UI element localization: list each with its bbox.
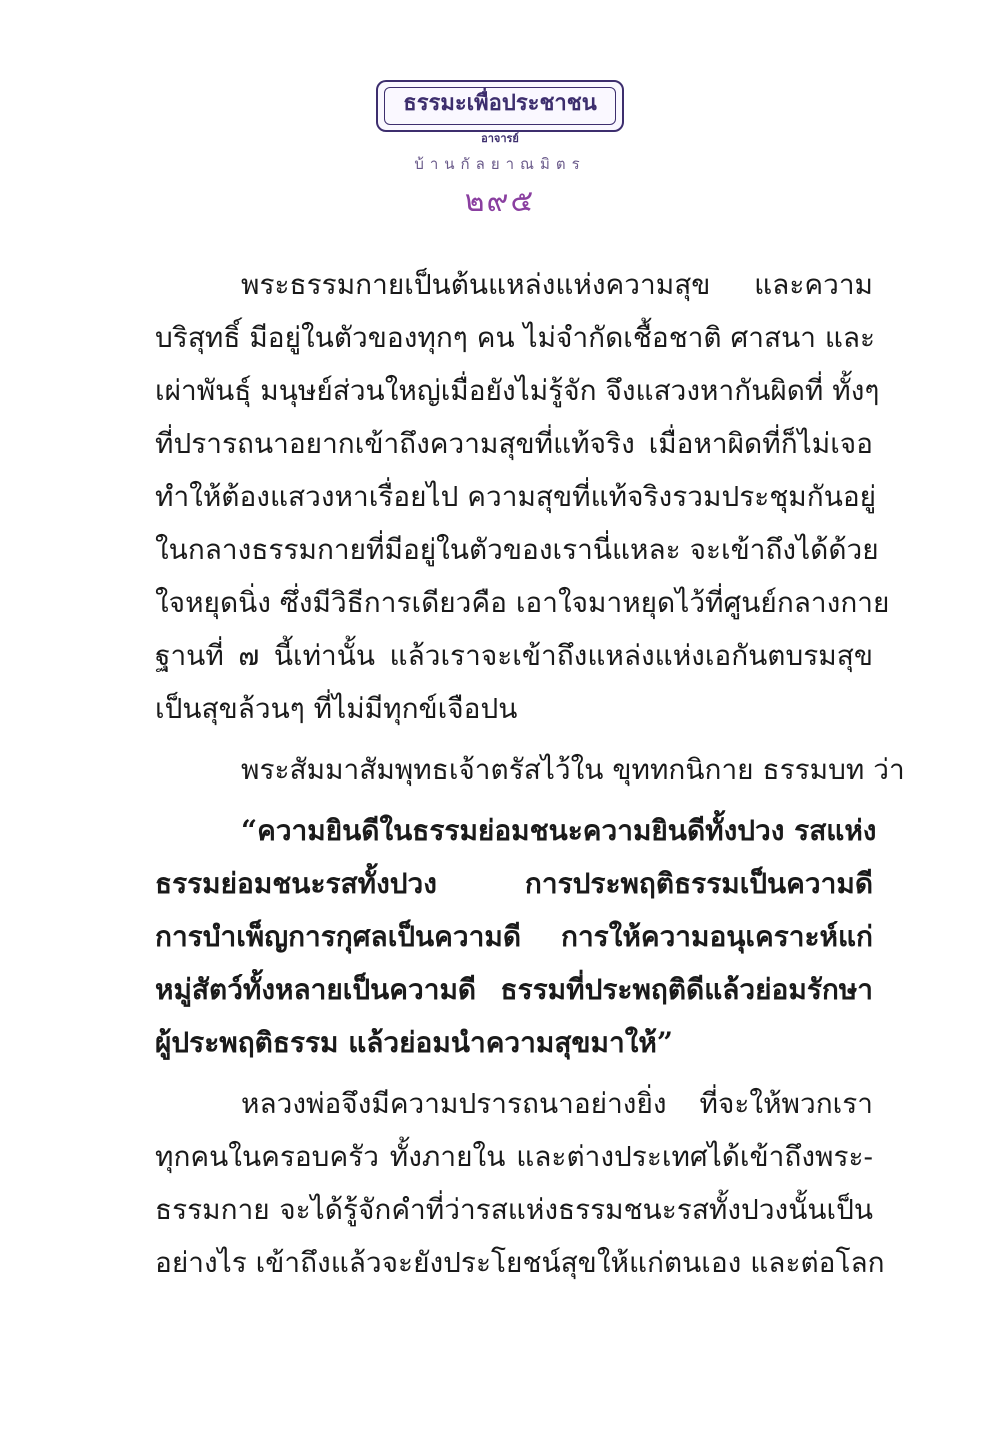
paragraph-line: ที่ปรารถนาอยากเข้าถึงความสุขที่แท้จริง เมื่อหาผิดที่ก็ไม่เจอ xyxy=(155,427,873,460)
paragraph-line: ใจหยุดนิ่ง ซึ่งมีวิธีการเดียวคือ เอาใจมาหยุดไว้ที่ศูนย์กลางกาย xyxy=(155,586,890,619)
paragraph-line: ธรรมกาย จะได้รู้จักคำที่ว่ารสแห่งธรรมชนะรสทั้งปวงนั้นเป็น xyxy=(155,1193,873,1226)
paragraph-line: ทำให้ต้องแสวงหาเรื่อยไป ความสุขที่แท้จริงรวมประชุมกันอยู่ xyxy=(155,480,877,513)
quote-line: การบำเพ็ญการกุศลเป็นความดี การให้ความอนุเคราะห์แก่ xyxy=(155,920,873,953)
quote-line: ผู้ประพฤติธรรม แล้วย่อมนำความสุขมาให้” xyxy=(155,1026,673,1059)
paragraph-line: ทุกคนในครอบครัว ทั้งภายใน และต่างประเทศได้เข้าถึงพระ- xyxy=(155,1140,873,1173)
paragraph-line: ฐานที่ ๗ นี้เท่านั้น แล้วเราจะเข้าถึงแหล่งแห่งเอกันตบรมสุข xyxy=(155,639,873,672)
page-body xyxy=(155,258,905,1289)
paragraph-line: บริสุทธิ์ มีอยู่ในตัวของทุกๆ คน ไม่จำกัดเชื้อชาติ ศาสนา และ xyxy=(155,321,876,354)
paragraph-gap xyxy=(155,735,873,743)
paragraph-line: พระสัมมาสัมพุทธเจ้าตรัสไว้ใน ขุททกนิกาย ธรรมบท ว่า xyxy=(241,753,905,786)
paragraph-line: เผ่าพันธุ์ มนุษย์ส่วนใหญ่เมื่อยังไม่รู้จัก จึงแสวงหากันผิดที่ ทั้งๆ xyxy=(155,374,880,407)
logo-subtitle: อาจารย์ xyxy=(481,132,519,145)
paragraph-4 xyxy=(155,1077,885,1289)
paragraph-gap xyxy=(155,796,873,804)
page-header xyxy=(0,80,1000,220)
paragraph-line: เป็นสุขล้วนๆ ที่ไม่มีทุกข์เจือปน xyxy=(155,692,518,725)
buddha-quote xyxy=(155,804,877,1069)
paragraph-line: พระธรรมกายเป็นต้นแหล่งแห่งความสุข และความ xyxy=(241,268,873,301)
paragraph-2 xyxy=(155,743,905,796)
paragraph-line: อย่างไร เข้าถึงแล้วจะยังประโยชน์สุขให้แก่ตนเอง และต่อโลก xyxy=(155,1246,885,1279)
dhamma-logo xyxy=(376,80,624,148)
paragraph-gap xyxy=(155,1069,873,1077)
quote-line: หมู่สัตว์ทั้งหลายเป็นความดี ธรรมที่ประพฤติดีแล้วย่อมรักษา xyxy=(155,973,873,1006)
page-number: ๒๙๕ xyxy=(464,184,536,219)
paragraph-line: หลวงพ่อจึงมีความปรารถนาอย่างยิ่ง ที่จะให้พวกเรา xyxy=(241,1087,873,1120)
site-name: บ้านกัลยาณมิตร xyxy=(414,155,586,173)
quote-line: ธรรมย่อมชนะรสทั้งปวง การประพฤติธรรมเป็นความดี xyxy=(155,867,873,900)
paragraph-1 xyxy=(155,258,890,735)
paragraph-line: ในกลางธรรมกายที่มีอยู่ในตัวของเรานี่แหละ จะเข้าถึงได้ด้วย xyxy=(155,533,879,566)
logo-title: ธรรมะเพื่อประชาชน xyxy=(403,91,597,116)
quote-line: “ความยินดีในธรรมย่อมชนะความยินดีทั้งปวง รสแห่ง xyxy=(241,814,877,847)
